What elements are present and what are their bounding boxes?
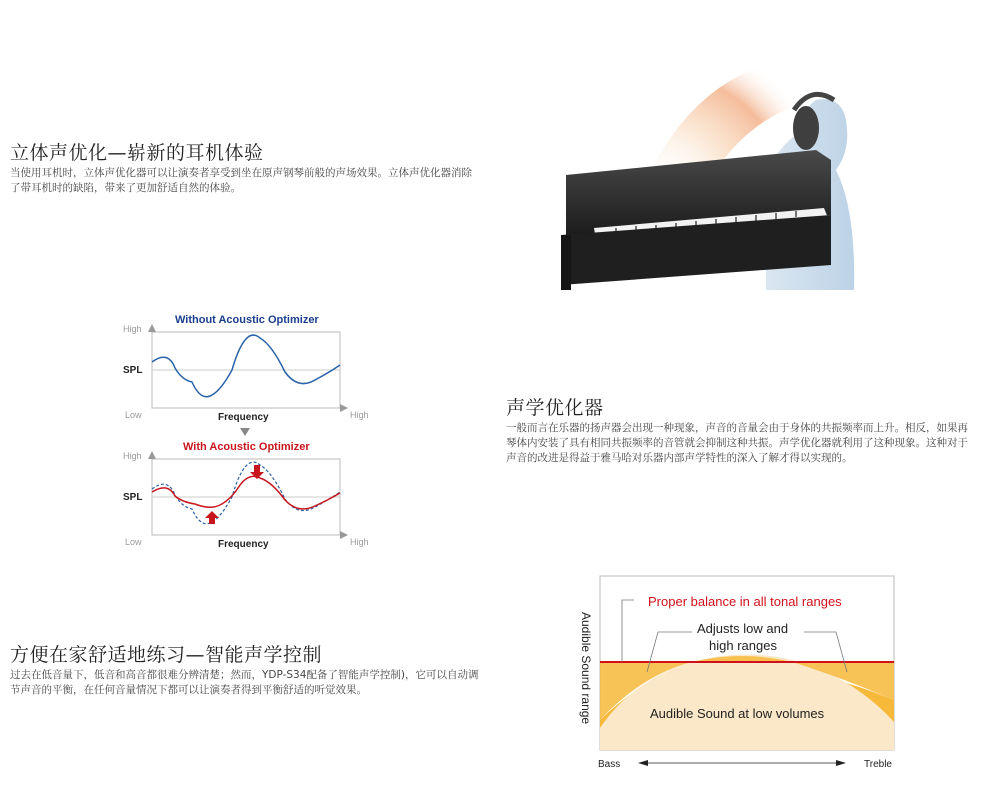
adjust-label-line1: Adjusts low and [697, 621, 789, 636]
bottom-graph-title: With Acoustic Optimizer [183, 441, 310, 453]
bottom-frequency-label: Frequency [218, 539, 269, 550]
proper-balance-label: Proper balance in all tonal ranges [648, 594, 842, 609]
adjust-label-line2: high ranges [709, 638, 777, 653]
bottom-original-curve [152, 462, 340, 524]
section-title-stereophonic-optimizer: 立体声优化—崭新的耳机体验 [10, 142, 264, 164]
treble-label: Treble [864, 759, 892, 770]
section-text-acoustic-optimizer: 一般而言在乐器的扬声器会出现一种现象，声音的音量会由于身体的共振频率而上升。相反，如果再琴体内安装了具有相同共振频率的音管就会抑制这种共振。声学优化器就利用了这种现象。这种对于声音的改进是得益于雅马哈对乐器内部声学特性的深入了解才得以实现的。 [506, 422, 968, 464]
section-text-intelligent-acoustic-control: 过去在低音量下，低音和高音都很难分辨清楚；然而，YDP-S34配备了智能声学控制)，它可以自动调节声音的平衡，在任何音量情况下都可以让演奏者得到平衡舒适的听觉效果。 [10, 669, 479, 696]
boost-arrow-icon [205, 511, 219, 524]
section-title-intelligent-acoustic-control: 方便在家舒适地练习—智能声学控制 [10, 644, 323, 666]
bottom-optimized-curve [152, 476, 340, 509]
bottom-x-low-label: Low [125, 537, 142, 547]
piano-headphone-illustration [556, 40, 856, 290]
arrow-left-icon [638, 760, 648, 766]
top-spl-curve [152, 335, 340, 397]
section-title-acoustic-optimizer: 声学优化器 [506, 397, 604, 419]
audible-low-volume-label: Audible Sound at low volumes [650, 706, 825, 721]
section-text-stereophonic-optimizer: 当使用耳机时，立体声优化器可以让演奏者享受到坐在原声钢琴前般的声场效果。立体声优化器消除了带耳机时的缺陷，带来了更加舒适自然的体验。 [10, 167, 472, 194]
spl-comparison-diagram [120, 310, 380, 555]
down-arrow-icon [240, 428, 250, 436]
top-x-high-label: High [350, 410, 369, 420]
tonal-balance-chart [572, 570, 902, 775]
top-y-high-label: High [123, 324, 142, 334]
bass-label: Bass [598, 759, 621, 770]
bottom-x-high-label: High [350, 537, 369, 547]
top-frequency-label: Frequency [218, 412, 269, 423]
top-spl-label: SPL [123, 365, 143, 376]
y-axis-label: Audible Sound range [579, 612, 593, 725]
headphone-cup [793, 106, 819, 150]
bottom-spl-label: SPL [123, 492, 143, 503]
arrow-right-icon [836, 760, 846, 766]
top-graph-title: Without Acoustic Optimizer [175, 314, 319, 326]
bottom-y-high-label: High [123, 451, 142, 461]
top-x-low-label: Low [125, 410, 142, 420]
